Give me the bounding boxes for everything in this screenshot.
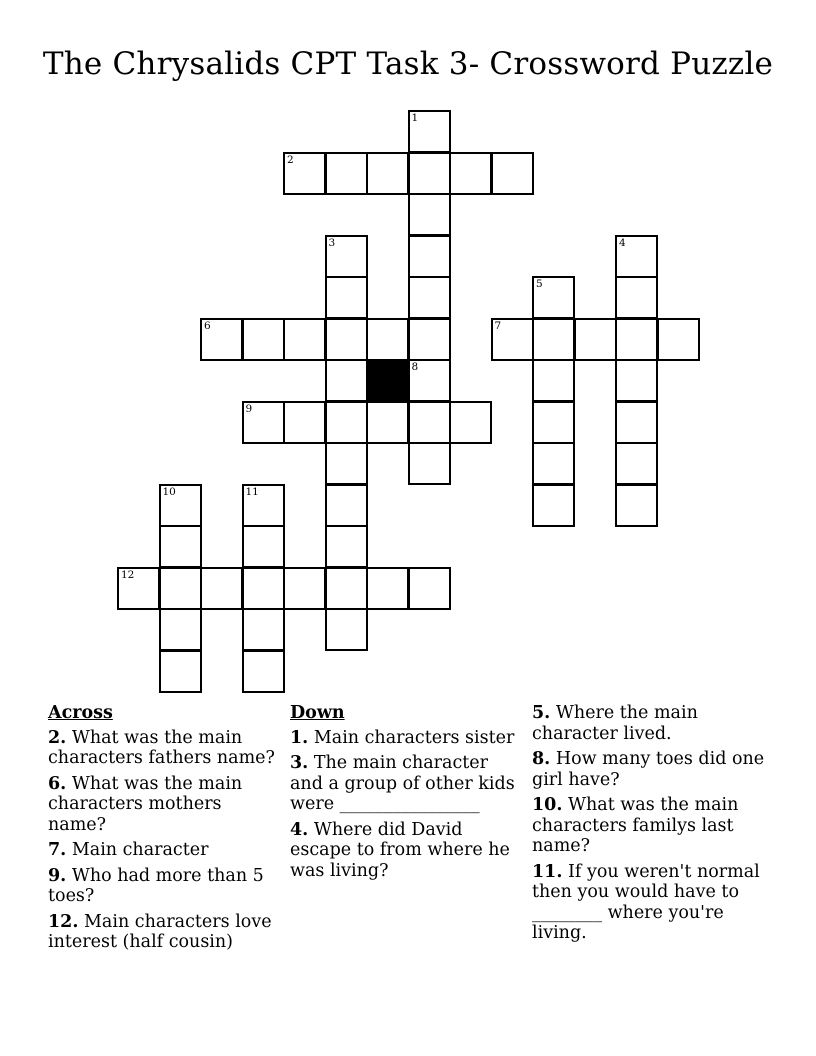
- grid-cell[interactable]: [615, 401, 658, 444]
- grid-cell[interactable]: [408, 567, 451, 610]
- grid-cell[interactable]: [408, 318, 451, 361]
- grid-cell[interactable]: [325, 442, 368, 485]
- grid-cell[interactable]: [283, 318, 326, 361]
- grid-cell[interactable]: [159, 650, 202, 693]
- clue-number: 3.: [290, 753, 309, 773]
- down-clue-11: [532, 862, 768, 944]
- across-heading: Across: [48, 703, 113, 723]
- down-clues: [290, 703, 526, 886]
- clue-number: 7.: [48, 840, 67, 860]
- grid-cell[interactable]: [325, 567, 368, 610]
- grid-cell[interactable]: [242, 401, 285, 444]
- grid-cell[interactable]: [242, 608, 285, 651]
- grid-cell[interactable]: [366, 401, 409, 444]
- clue-number-8: 8: [411, 361, 419, 373]
- grid-cell[interactable]: [615, 359, 658, 402]
- grid-cell[interactable]: [159, 608, 202, 651]
- clue-number-2: 2: [287, 153, 294, 166]
- clue-number-3: 3: [328, 236, 336, 249]
- puzzle-title: The Chrysalids CPT Task 3- Crossword Puzzle: [42, 46, 774, 82]
- grid-cell[interactable]: [325, 152, 368, 195]
- grid-cell[interactable]: [408, 359, 451, 402]
- grid-cell[interactable]: [532, 442, 575, 485]
- clue-number-12: 12: [121, 568, 135, 581]
- clue-number: 9.: [48, 865, 67, 886]
- grid-cell[interactable]: [615, 318, 658, 361]
- clue-number: 11.: [532, 861, 563, 882]
- grid-cell[interactable]: [449, 152, 492, 195]
- across-clue-2: [48, 728, 284, 769]
- clue-text: Main character: [66, 840, 209, 860]
- clue-number-7: 7: [494, 319, 502, 332]
- grid-cell[interactable]: [159, 484, 202, 527]
- clue-text: If you weren't normal then you would have to ________ where you're living.: [532, 861, 760, 943]
- grid-cell[interactable]: [117, 567, 160, 610]
- grid-cell[interactable]: [200, 318, 243, 361]
- clue-number: 5.: [532, 703, 551, 723]
- clue-number-11: 11: [245, 485, 259, 498]
- grid-cell[interactable]: [615, 276, 658, 319]
- clue-text: Where the main character lived.: [532, 703, 698, 744]
- grid-cell[interactable]: [615, 442, 658, 485]
- grid-cell[interactable]: [366, 318, 409, 361]
- grid-cell[interactable]: [242, 484, 285, 527]
- clue-text: How many toes did one girl have?: [532, 749, 765, 790]
- grid-cell[interactable]: [159, 525, 202, 568]
- grid-cell[interactable]: [283, 401, 326, 444]
- clue-text: Main characters sister: [308, 727, 515, 748]
- down-clue-5: [532, 703, 768, 744]
- clue-number-1: 1: [411, 112, 419, 124]
- grid-cell[interactable]: [491, 152, 534, 195]
- grid-cell[interactable]: [657, 318, 700, 361]
- clue-number: 1.: [290, 727, 309, 748]
- grid-cell[interactable]: [200, 567, 243, 610]
- grid-cell[interactable]: [325, 276, 368, 319]
- grid-cell[interactable]: [408, 193, 451, 236]
- clue-text: Where did David escape to from where he was living?: [290, 819, 510, 881]
- grid-cell[interactable]: [449, 401, 492, 444]
- down-clue-1: [290, 728, 526, 749]
- grid-cell[interactable]: [325, 401, 368, 444]
- clue-text: What was the main characters mothers name?: [48, 773, 243, 835]
- grid-cell[interactable]: [159, 567, 202, 610]
- clue-number: 8.: [532, 749, 551, 769]
- down-heading: Down: [290, 703, 345, 723]
- grid-cell[interactable]: [366, 567, 409, 610]
- grid-cell[interactable]: [532, 318, 575, 361]
- grid-cell[interactable]: [325, 525, 368, 568]
- grid-cell[interactable]: [325, 235, 368, 278]
- black-cell: [366, 359, 409, 402]
- across-clue-7: [48, 840, 284, 861]
- grid-cell[interactable]: [532, 484, 575, 527]
- across-clue-6: [48, 774, 284, 836]
- grid-cell[interactable]: [242, 567, 285, 610]
- down-clue-3: [290, 753, 526, 815]
- clue-number-4: 4: [619, 236, 626, 249]
- grid-cell[interactable]: [408, 110, 451, 153]
- grid-cell[interactable]: [242, 650, 285, 693]
- clue-number: 6.: [48, 773, 67, 794]
- grid-cell[interactable]: [408, 152, 451, 195]
- grid-cell[interactable]: [532, 276, 575, 319]
- grid-cell[interactable]: [408, 235, 451, 278]
- grid-cell[interactable]: [408, 401, 451, 444]
- grid-cell[interactable]: [325, 484, 368, 527]
- grid-cell[interactable]: [242, 525, 285, 568]
- clue-number: 4.: [290, 819, 309, 840]
- grid-cell[interactable]: [491, 318, 534, 361]
- grid-cell[interactable]: [325, 318, 368, 361]
- grid-cell[interactable]: [532, 401, 575, 444]
- clue-number-10: 10: [162, 485, 176, 498]
- across-clue-12: [48, 912, 284, 953]
- clue-text: What was the main characters familys last name?: [532, 795, 739, 856]
- grid-cell[interactable]: [574, 318, 617, 361]
- clue-text: What was the main characters fathers name?: [48, 727, 275, 768]
- clue-text: Main characters love interest (half cousin): [48, 911, 272, 952]
- clue-number-6: 6: [204, 319, 211, 332]
- across-clues: [48, 703, 284, 958]
- grid-cell[interactable]: [408, 442, 451, 485]
- grid-cell[interactable]: [532, 359, 575, 402]
- grid-cell[interactable]: [408, 276, 451, 319]
- clue-number: 12.: [48, 911, 79, 932]
- down-clues-continued: [532, 703, 768, 949]
- grid-cell[interactable]: [242, 318, 285, 361]
- grid-cell[interactable]: [366, 152, 409, 195]
- across-clue-9: [48, 866, 284, 907]
- grid-cell[interactable]: [615, 484, 658, 527]
- grid-cell[interactable]: [325, 608, 368, 651]
- clue-number-9: 9: [245, 402, 253, 415]
- clue-number: 2.: [48, 727, 67, 748]
- clue-number: 10.: [532, 795, 563, 815]
- down-clue-8: [532, 749, 768, 790]
- grid-cell[interactable]: [283, 152, 326, 195]
- down-clue-10: [532, 795, 768, 857]
- clue-number-5: 5: [536, 278, 543, 290]
- grid-cell[interactable]: [615, 235, 658, 278]
- grid-cell[interactable]: [325, 359, 368, 402]
- grid-cell[interactable]: [283, 567, 326, 610]
- clue-text: Who had more than 5 toes?: [48, 865, 264, 906]
- down-clue-4: [290, 820, 526, 882]
- clue-text: The main character and a group of other kids were ________________: [290, 753, 515, 814]
